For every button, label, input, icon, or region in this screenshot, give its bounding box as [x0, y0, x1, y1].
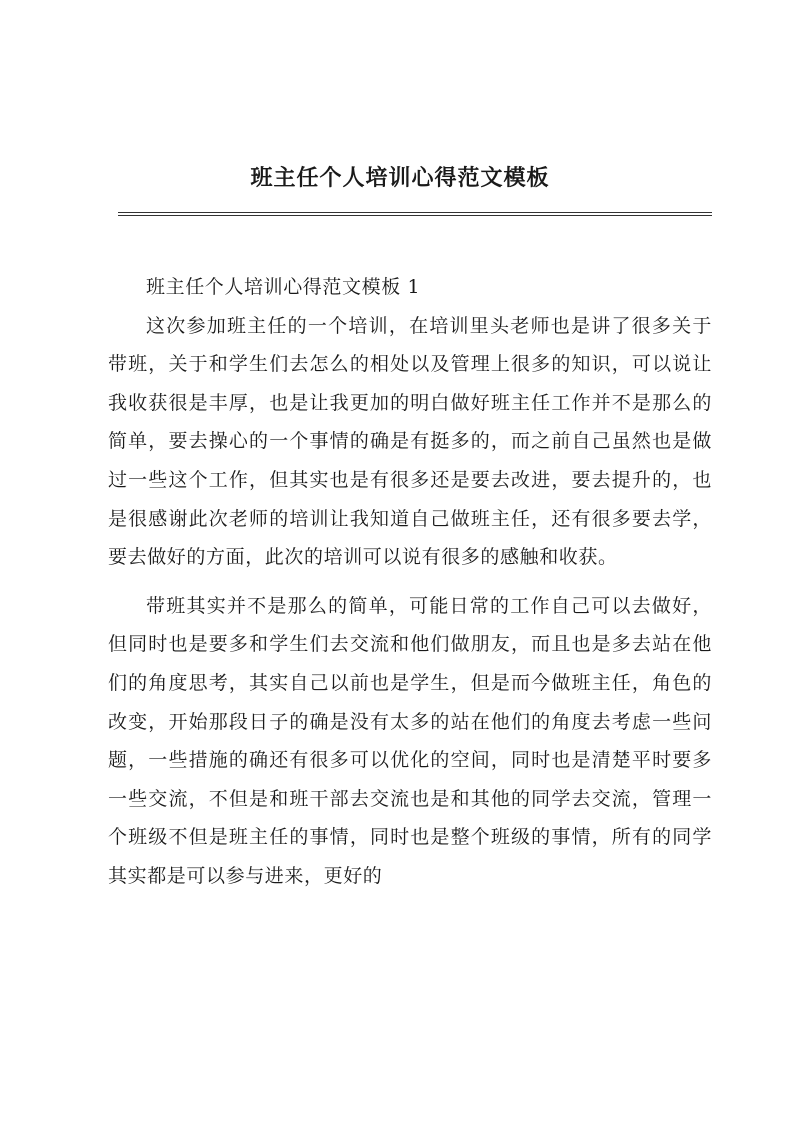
document-body: [108, 268, 712, 896]
title-divider-second-line: [118, 215, 712, 216]
title-divider: [118, 212, 712, 213]
document-title: 班主任个人培训心得范文模板: [250, 165, 550, 191]
section-heading: 班主任个人培训心得范文模板 1: [146, 276, 421, 298]
body-paragraph: 带班其实并不是那么的简单，可能日常的工作自己可以去做好，但同时也是要多和学生们去交流和他们做朋友，而且也是多去站在他们的角度思考，其实自己以前也是学生，但是而今做班主任，角色的改变，开始那段日子的确是没有太多的站在他们的角度去考虑一些问题，一些措施的确还有很多可以优化的空间，同时也是清楚平时要多一些交流，不但是和班干部去交流也是和其他的同学去交流，管理一个班级不但是班主任的事情，同时也是整个班级的事情，所有的同学其实都是可以参与进来，更好的: [108, 594, 712, 887]
body-paragraph: 这次参加班主任的一个培训，在培训里头老师也是讲了很多关于带班，关于和学生们去怎么的相处以及管理上很多的知识，可以说让我收获很是丰厚，也是让我更加的明白做好班主任工作并不是那么的简单，要去操心的一个事情的确是有挺多的，而之前自己虽然也是做过一些这个工作，但其实也是有很多还是要去改进，要去提升的，也是很感谢此次老师的培训让我知道自己做班主任，还有很多要去学，要去做好的方面，此次的培训可以说有很多的感触和收获。: [108, 314, 712, 569]
